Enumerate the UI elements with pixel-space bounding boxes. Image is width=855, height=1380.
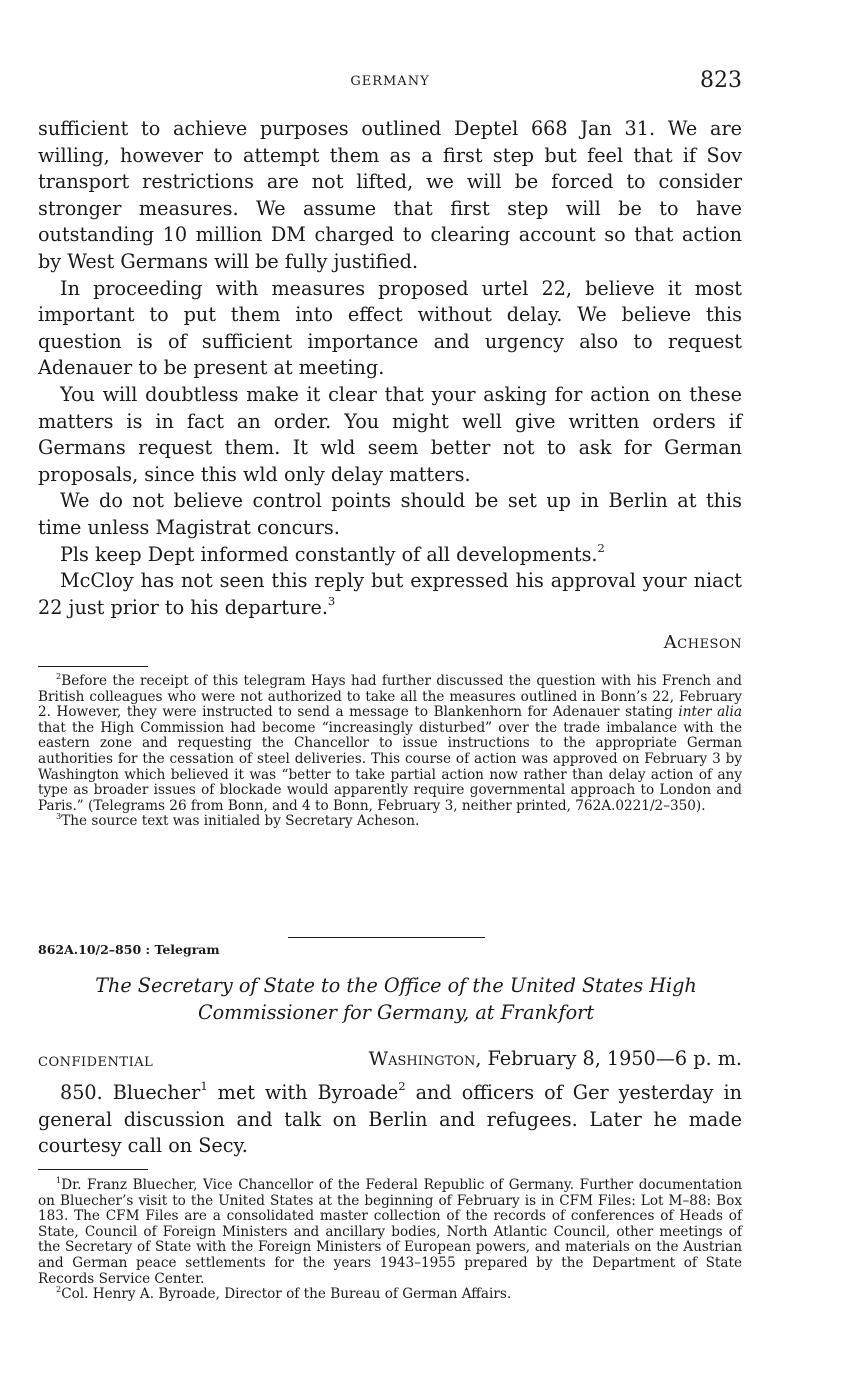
footnote-marker[interactable]: 2 — [597, 540, 605, 555]
paragraph-text: met with Byroade — [207, 1081, 399, 1104]
telegram-body — [38, 1080, 742, 1160]
paragraph-text: 850. Bluecher — [60, 1081, 201, 1104]
document-title — [38, 972, 754, 1026]
footnote — [38, 1283, 742, 1303]
paragraph-text: McCloy has not seen this reply but expressed his approval your niact 22 just prior to his departure. — [38, 569, 742, 619]
telegram-body — [38, 116, 742, 621]
body-paragraph — [38, 542, 742, 569]
footnote-marker[interactable]: 3 — [327, 594, 336, 609]
footnotes-section — [38, 1174, 742, 1303]
footnote — [38, 811, 742, 830]
dateline-date: February 8, 1950—6 p. m. — [487, 1047, 742, 1070]
body-paragraph: We do not believe control points should be set up in Berlin at this time unless Magistrat concurs. — [38, 489, 742, 539]
footnote-text: that the High Commission had become “increasingly disturbed” over the trade imbalance with the eastern zone and requesting the Chancellor to issue instructions to the appropriate German authorities for the cessation of steel deliveries. This course of action was approved on February 3 by Washington which believed it was “better to take partial action now rather than delay action of any type as broader issues of blockade would apparently require governmental approach to London and Paris.” (Telegrams 26 from Bonn, and 4 to Bonn, February 3, neither printed, 762A.0221/2–350). — [38, 719, 742, 814]
footnote-number: 3 — [56, 811, 62, 821]
footnote-marker[interactable]: 2 — [398, 1079, 406, 1094]
page-header — [38, 68, 742, 98]
title-line: The Secretary of State to the Office of the United States High — [95, 974, 697, 997]
footnote-divider — [38, 1169, 148, 1170]
file-reference: 862A.10/2–850 : Telegram — [38, 942, 220, 957]
body-paragraph: sufficient to achieve purposes outlined Deptel 668 Jan 31. We are willing, however to attempt them as a first step but feel that if Sov transport restrictions are not lifted, we will be forced to consider stronger measures. We assume that first step will be to have outstanding 10 million DM charged to clearing account so that action by West Germans will be fully justified. — [38, 117, 742, 273]
footnote — [38, 670, 742, 814]
footnote-number: 2 — [56, 670, 62, 681]
footnotes-section — [38, 670, 742, 830]
dateline — [369, 1047, 742, 1070]
signature: Acheson — [663, 632, 742, 653]
footnote-text: Col. Henry A. Byroade, Director of the Bureau of German Affairs. — [61, 1286, 512, 1303]
paragraph-text: Pls keep Dept informed constantly of all developments. — [60, 542, 598, 566]
footnote-text: Dr. Franz Bluecher, Vice Chancellor of the Federal Republic of Germany. Further documentation on Bluecher’s visit to the United States at the beginning of February is in CFM Files: Lot M–88: Box 183. The CFM Files are a consolidated master collection of the records of conferences of Heads of State, Council of Foreign Ministers and ancillary bodies, North Atlantic Council, other meetings of the Secretary of State with the Foreign Ministers of European powers, and materials on the Austrian and German peace settlements for the years 1943–1955 prepared by the Department of State Records Service Center. — [38, 1177, 742, 1287]
page-number: 823 — [700, 68, 742, 93]
footnote-marker[interactable]: 1 — [200, 1079, 208, 1094]
body-paragraph: You will doubtless make it clear that your asking for action on these matters is in fact an order. You might well give written orders if Germans request them. It wld seem better not to ask for German proposals, since this wld only delay matters. — [38, 382, 742, 486]
footnote-italic-text: inter alia — [678, 704, 742, 721]
footnote-number: 1 — [56, 1174, 62, 1185]
body-paragraph: In proceeding with measures proposed urtel 22, believe it most important to put them into effect without delay. We believe this question is of sufficient importance and urgency also to request Adenauer to be present at meeting. — [38, 276, 742, 380]
footnote-number: 2 — [56, 1283, 62, 1294]
running-head: GERMANY — [350, 74, 430, 89]
footnote-text: Before the receipt of this telegram Hays had further discussed the question with his French and British colleagues who were not authorized to take all the measures outlined in Bonn’s 22, February 2. However, they were instructed to send a message to Blankenhorn for Adenauer stating — [38, 673, 742, 721]
paragraph-text: and officers of Ger yesterday in general discussion and talk on Berlin and refugees. Later he made courtesy call on Secy. — [38, 1081, 742, 1158]
section-divider — [288, 937, 485, 938]
footnote-text: The source text was initialed by Secretary Acheson. — [61, 813, 420, 830]
body-paragraph — [38, 568, 742, 621]
title-line: Commissioner for Germany, at Frankfort — [197, 1001, 595, 1024]
footnote-divider — [38, 666, 148, 667]
dateline-place: Washington, — [368, 1048, 482, 1070]
footnote — [38, 1174, 742, 1287]
body-paragraph — [38, 1080, 742, 1160]
classification-label: CONFIDENTIAL — [38, 1055, 154, 1070]
